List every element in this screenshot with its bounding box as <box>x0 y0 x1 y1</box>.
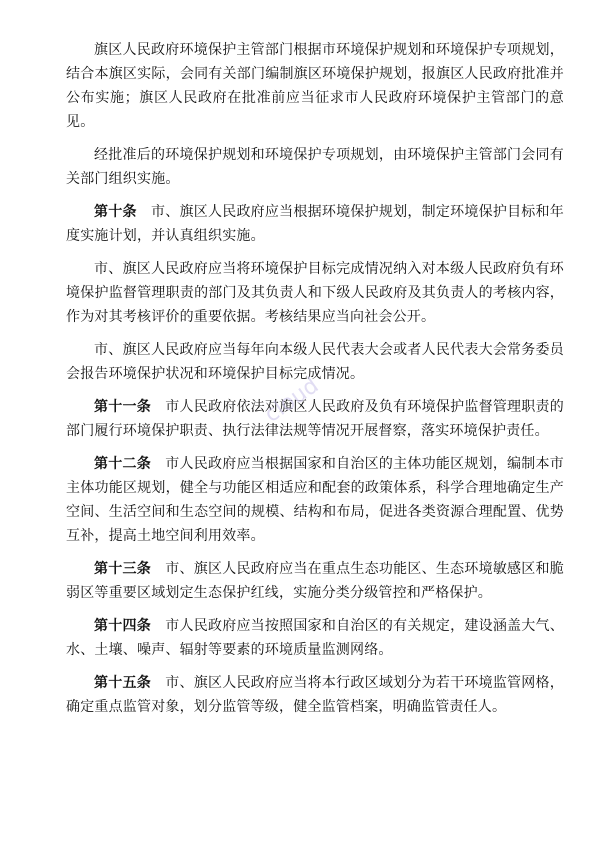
paragraph <box>66 200 564 248</box>
paragraph <box>66 338 564 386</box>
watermark: cloud <box>260 373 324 428</box>
paragraph-text: 市人民政府应当按照国家和自治区的有关规定，建设涵盖大气、水、土壤、噪声、辐射等要素的环境质量监测网络。 <box>66 618 564 658</box>
paragraph <box>66 395 564 443</box>
paragraph <box>66 671 564 719</box>
article-number: 第十三条 <box>94 561 151 577</box>
article-number: 第十一条 <box>94 399 151 415</box>
paragraph-text: 经批准后的环境保护规划和环境保护专项规划，由环境保护主管部门会同有关部门组织实施。 <box>66 147 564 187</box>
paragraph <box>66 38 564 134</box>
paragraph <box>66 452 564 548</box>
paragraph-text: 市、旗区人民政府应当将本行政区域划分为若干环境监管网格，确定重点监管对象，划分监管等级，健全监管档案，明确监管责任人。 <box>66 675 564 715</box>
article-number: 第十条 <box>94 204 137 220</box>
paragraph-text: 市人民政府应当根据国家和自治区的主体功能区规划，编制本市主体功能区规划，健全与功能区相适应和配套的政策体系，科学合理地确定生产空间、生活空间和生态空间的规模、结构和布局，促进各类资源合理配置、优势互补，提高土地空间利用效率。 <box>66 456 564 544</box>
paragraph <box>66 557 564 605</box>
paragraph-text: 市人民政府依法对旗区人民政府及负有环境保护监督管理职责的部门履行环境保护职责、执行法律法规等情况开展督察，落实环境保护责任。 <box>66 399 564 439</box>
paragraph-text: 市、旗区人民政府应当根据环境保护规划，制定环境保护目标和年度实施计划，并认真组织实施。 <box>66 204 564 244</box>
paragraph-text: 旗区人民政府环境保护主管部门根据市环境保护规划和环境保护专项规划，结合本旗区实际，会同有关部门编制旗区环境保护规划，报旗区人民政府批准并公布实施；旗区人民政府在批准前应当征求市人民政府环境保护主管部门的意见。 <box>66 42 564 130</box>
article-number: 第十四条 <box>94 618 151 634</box>
article-number: 第十二条 <box>94 456 151 472</box>
paragraph-text: 市、旗区人民政府应当在重点生态功能区、生态环境敏感区和脆弱区等重要区域划定生态保护红线，实施分类分级管控和严格保护。 <box>66 561 564 601</box>
paragraph-text: 市、旗区人民政府应当将环境保护目标完成情况纳入对本级人民政府负有环境保护监督管理职责的部门及其负责人和下级人民政府及其负责人的考核内容，作为对其考核评价的重要依据。考核结果应当向社会公开。 <box>66 261 564 325</box>
paragraph-text: 市、旗区人民政府应当每年向本级人民代表大会或者人民代表大会常务委员会报告环境保护状况和环境保护目标完成情况。 <box>66 342 564 382</box>
article-number: 第十五条 <box>94 675 151 691</box>
paragraph <box>66 614 564 662</box>
paragraph <box>66 257 564 329</box>
paragraph <box>66 143 564 191</box>
